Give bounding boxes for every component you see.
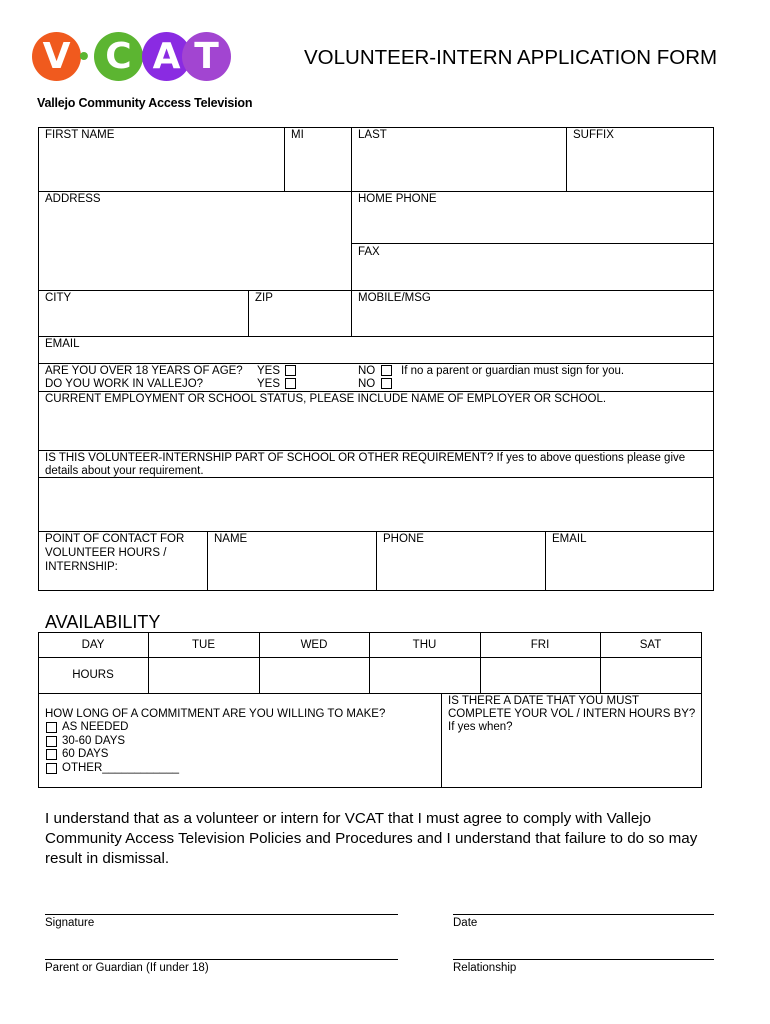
agreement-line3: result in dismissal.: [45, 850, 170, 867]
parent-guardian-note: If no a parent or guardian must sign for you.: [401, 365, 625, 377]
vcat-logo: [32, 32, 253, 112]
hours-label: HOURS: [72, 669, 114, 681]
day-header-sat: SAT: [639, 639, 662, 651]
as-needed-label: AS NEEDED: [62, 721, 129, 733]
mi-field[interactable]: MI: [291, 129, 304, 141]
completion-date-question-line3: If yes when?: [448, 721, 513, 733]
logo-subtitle: Vallejo Community Access Television: [37, 96, 253, 110]
agreement-line2: Community Access Television Policies and Procedures and I understand that failure to do so may: [45, 830, 698, 847]
requirement-details-field[interactable]: [39, 478, 713, 531]
requirement-question-line2: details about your requirement.: [45, 465, 204, 477]
point-of-contact-label-line2: VOLUNTEER HOURS /: [45, 547, 167, 559]
contact-phone-field[interactable]: PHONE: [383, 533, 424, 545]
home-phone-field[interactable]: HOME PHONE: [358, 193, 437, 205]
completion-date-question-line2: COMPLETE YOUR VOL / INTERN HOURS BY?: [448, 708, 696, 720]
logo-dot: •: [79, 40, 89, 71]
date-line[interactable]: [453, 914, 714, 915]
contact-name-field[interactable]: NAME: [214, 533, 248, 545]
city-field[interactable]: CITY: [45, 292, 72, 304]
point-of-contact-label-line1: POINT OF CONTACT FOR: [45, 533, 185, 545]
hours-wed-field[interactable]: [260, 658, 368, 692]
employment-status-field[interactable]: CURRENT EMPLOYMENT OR SCHOOL STATUS, PLEASE INCLUDE NAME OF EMPLOYER OR SCHOOL.: [45, 393, 607, 405]
zip-field[interactable]: ZIP: [255, 292, 273, 304]
agreement-statement: [45, 809, 697, 869]
suffix-field[interactable]: SUFFIX: [573, 129, 614, 141]
over-18-question: ARE YOU OVER 18 YEARS OF AGE?: [45, 365, 243, 377]
day-header: DAY: [81, 639, 105, 651]
work-vallejo-no-label: NO: [358, 378, 376, 390]
over-18-no-label: NO: [358, 365, 376, 377]
fax-field[interactable]: FAX: [358, 246, 380, 258]
over-18-yes-checkbox[interactable]: [285, 365, 296, 376]
work-vallejo-yes-label: YES: [257, 378, 281, 390]
logo-letter-v: V: [32, 32, 81, 81]
60-days-label: 60 DAYS: [62, 748, 109, 760]
day-header-tue: TUE: [192, 639, 215, 651]
agreement-line1: I understand that as a volunteer or intern for VCAT that I must agree to comply with Vallejo: [45, 810, 652, 827]
30-60-days-label: 30-60 DAYS: [62, 735, 126, 747]
availability-heading: AVAILABILITY: [45, 612, 161, 632]
logo-letter-c: C: [94, 32, 143, 81]
signature-label: Signature: [45, 917, 95, 929]
requirement-question-line1: IS THIS VOLUNTEER-INTERNSHIP PART OF SCHOOL OR OTHER REQUIREMENT? If yes to above questions please give: [45, 452, 686, 464]
point-of-contact-label-line3: INTERNSHIP:: [45, 561, 118, 573]
first-name-field[interactable]: FIRST NAME: [45, 129, 115, 141]
commitment-question: HOW LONG OF A COMMITMENT ARE YOU WILLING TO MAKE?: [45, 708, 386, 720]
email-field[interactable]: EMAIL: [45, 338, 80, 350]
relationship-label: Relationship: [453, 962, 517, 974]
day-header-fri: FRI: [530, 639, 550, 651]
other-label: OTHER____________: [62, 762, 179, 774]
hours-sat-field[interactable]: [601, 658, 700, 692]
completion-date-question-line1: IS THERE A DATE THAT YOU MUST: [448, 695, 640, 707]
day-header-wed: WED: [300, 639, 328, 651]
as-needed-checkbox[interactable]: [46, 722, 57, 733]
guardian-label: Parent or Guardian (If under 18): [45, 962, 209, 974]
relationship-line[interactable]: [453, 959, 714, 960]
mobile-field[interactable]: MOBILE/MSG: [358, 292, 431, 304]
hours-fri-field[interactable]: [481, 658, 599, 692]
form-title: VOLUNTEER-INTERN APPLICATION FORM: [304, 46, 718, 69]
address-field[interactable]: ADDRESS: [45, 193, 101, 205]
over-18-yes-label: YES: [257, 365, 281, 377]
date-label: Date: [453, 917, 478, 929]
30-60-days-checkbox[interactable]: [46, 736, 57, 747]
work-vallejo-no-checkbox[interactable]: [381, 378, 392, 389]
day-header-thu: THU: [412, 639, 437, 651]
signature-line[interactable]: [45, 914, 398, 915]
over-18-no-checkbox[interactable]: [381, 365, 392, 376]
guardian-signature-line[interactable]: [45, 959, 398, 960]
contact-email-field[interactable]: EMAIL: [552, 533, 587, 545]
logo-letter-t: T: [182, 32, 231, 81]
hours-tue-field[interactable]: [149, 658, 258, 692]
logo-letter-a: A: [142, 32, 191, 81]
other-checkbox[interactable]: [46, 763, 57, 774]
hours-thu-field[interactable]: [370, 658, 479, 692]
last-name-field[interactable]: LAST: [358, 129, 387, 141]
work-vallejo-yes-checkbox[interactable]: [285, 378, 296, 389]
work-vallejo-question: DO YOU WORK IN VALLEJO?: [45, 378, 204, 390]
60-days-checkbox[interactable]: [46, 749, 57, 760]
